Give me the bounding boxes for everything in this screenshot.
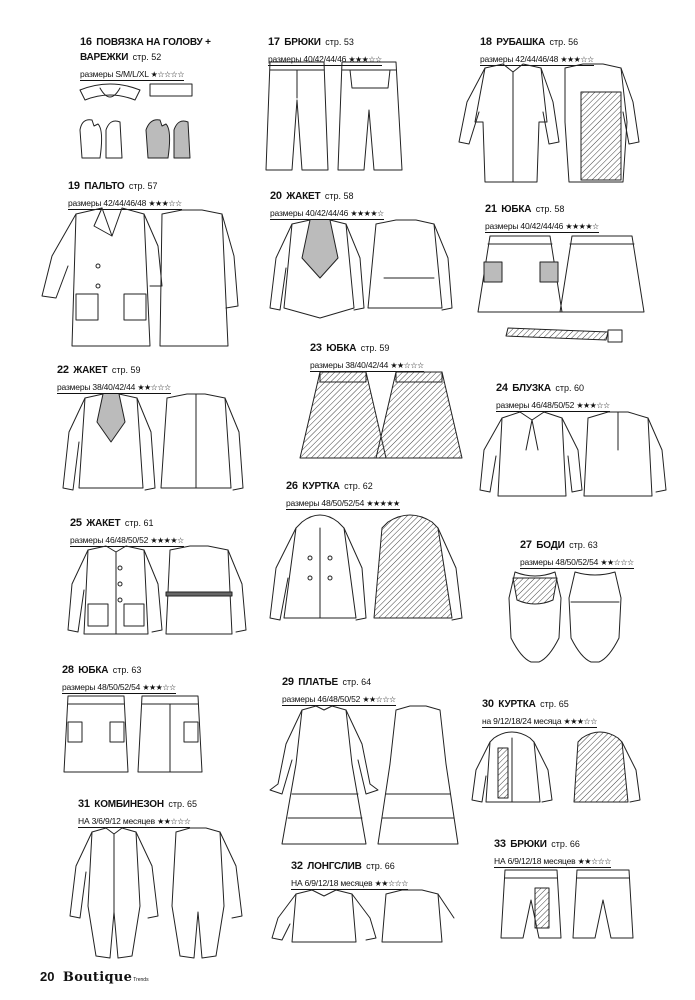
item-32 [291, 858, 408, 891]
item-number: 22 [57, 364, 69, 376]
item-page: стр. 61 [124, 518, 154, 528]
item-name: БОДИ [536, 540, 565, 551]
difficulty-stars: ★★★★★ [366, 499, 400, 508]
item-page: стр. 65 [168, 799, 198, 809]
item-sizes: размеры 48/50/52/54 ★★☆☆☆ [520, 557, 634, 567]
item-number: 25 [70, 517, 82, 529]
item-sizes: НА 6/9/12/18 месяцев ★★☆☆☆ [291, 878, 408, 888]
item-number: 19 [68, 180, 80, 192]
item-sizes: размеры 42/44/46/48 ★★★☆☆ [68, 198, 182, 208]
coat-sketch [32, 206, 242, 356]
item-number: 23 [310, 342, 322, 354]
romper-sketch [60, 826, 245, 966]
item-page: стр. 66 [366, 861, 395, 871]
item-number: 26 [286, 480, 298, 492]
item-24 [496, 380, 610, 413]
difficulty-stars: ★★☆☆☆ [374, 879, 408, 888]
item-name: ЛОНГСЛИВ [307, 861, 362, 872]
item-number: 33 [494, 838, 506, 850]
item-sizes: размеры 40/42/44/46 ★★★☆☆ [268, 54, 382, 64]
item-name: ЖАКЕТ [86, 518, 121, 529]
parka-sketch [262, 508, 482, 628]
difficulty-stars: ★★★★☆ [350, 209, 384, 218]
difficulty-stars: ★★★☆☆ [142, 683, 176, 692]
difficulty-stars: ★★☆☆☆ [157, 817, 191, 826]
skirt-21-sketch [468, 232, 658, 362]
item-sizes: размеры 46/48/50/52 ★★★☆☆ [496, 400, 610, 410]
shirt-sketch [455, 62, 645, 187]
item-page: стр. 66 [551, 839, 580, 849]
difficulty-stars: ★★★☆☆ [348, 55, 382, 64]
item-30 [482, 696, 597, 729]
item-number: 27 [520, 539, 532, 551]
item-name: ЮБКА [326, 343, 357, 354]
item-name: ЮБКА [78, 665, 109, 676]
difficulty-stars: ★★☆☆☆ [600, 558, 634, 567]
trousers-sketch [252, 60, 422, 175]
item-name: ЖАКЕТ [286, 191, 321, 202]
item-number: 30 [482, 698, 494, 710]
bodysuit-sketch [505, 568, 635, 668]
item-page: стр. 57 [128, 181, 158, 191]
item-sizes: на 9/12/18/24 месяца ★★★☆☆ [482, 716, 597, 726]
item-page: стр. 52 [132, 52, 162, 62]
item-name: ПЛАТЬЕ [298, 677, 338, 688]
item-name-line2: ВАРЕЖКИ [80, 52, 129, 63]
brand-sub: Trends [133, 977, 149, 983]
difficulty-stars: ★★★★☆ [565, 222, 599, 231]
difficulty-stars: ★★☆☆☆ [362, 695, 396, 704]
item-number: 24 [496, 382, 508, 394]
longsleeve-sketch [268, 888, 458, 948]
item-number: 16 [80, 36, 92, 48]
item-number: 28 [62, 664, 74, 676]
item-page: стр. 58 [535, 204, 565, 214]
item-page: стр. 53 [325, 37, 354, 47]
item-26 [286, 478, 400, 511]
difficulty-stars: ★★★★☆ [150, 536, 184, 545]
difficulty-stars: ★★★☆☆ [576, 401, 610, 410]
item-name: ЮБКА [501, 204, 532, 215]
item-page: стр. 58 [324, 191, 354, 201]
skirt-23-sketch [282, 368, 472, 468]
item-sizes: размеры 38/40/42/44 ★★☆☆☆ [57, 382, 171, 392]
jacket-22-sketch [55, 392, 250, 502]
item-number: 21 [485, 203, 497, 215]
page-footer [40, 968, 149, 986]
item-28 [62, 662, 176, 695]
item-page: стр. 65 [540, 699, 569, 709]
item-name: ПОВЯЗКА НА ГОЛОВУ + [96, 37, 211, 48]
item-name: ЖАКЕТ [73, 365, 108, 376]
item-number: 29 [282, 676, 294, 688]
skirt-28-sketch [60, 692, 210, 782]
difficulty-stars: ★☆☆☆☆ [150, 70, 185, 79]
item-sizes: размеры 40/42/44/46 ★★★★☆ [270, 208, 384, 218]
item-21 [485, 201, 599, 234]
difficulty-stars: ★★★☆☆ [560, 55, 594, 64]
item-number: 18 [480, 36, 492, 48]
item-name: БРЮКИ [510, 839, 547, 850]
dress-sketch [262, 704, 462, 849]
page-number: 20 [40, 969, 55, 984]
item-sizes: размеры 42/44/46/48 ★★★☆☆ [480, 54, 594, 64]
item-22 [57, 362, 171, 395]
item-page: стр. 63 [112, 665, 142, 675]
item-sizes: размеры 48/50/52/54 ★★★★★ [286, 498, 400, 508]
item-sizes: размеры 38/40/42/44 ★★☆☆☆ [310, 360, 424, 370]
item-sizes: размеры 48/50/52/54 ★★★☆☆ [62, 682, 176, 692]
blouse-sketch [470, 410, 670, 505]
difficulty-stars: ★★★☆☆ [563, 717, 597, 726]
item-name: КУРТКА [498, 699, 536, 710]
item-sizes: НА 3/6/9/12 месяцев ★★☆☆☆ [78, 816, 191, 826]
item-name: ПАЛЬТО [84, 181, 125, 192]
item-20 [270, 188, 384, 221]
brand-logo: Boutique [62, 970, 133, 985]
item-29 [282, 674, 396, 707]
item-number: 31 [78, 798, 90, 810]
item-name: РУБАШКА [496, 37, 546, 48]
baby-trousers-sketch [495, 866, 645, 946]
item-sizes: размеры 46/48/50/52 ★★★★☆ [70, 535, 184, 545]
difficulty-stars: ★★★☆☆ [148, 199, 182, 208]
difficulty-stars: ★★☆☆☆ [137, 383, 171, 392]
item-31 [78, 796, 197, 829]
difficulty-stars: ★★☆☆☆ [577, 857, 611, 866]
jacket-25-sketch [58, 544, 253, 644]
item-number: 20 [270, 190, 282, 202]
item-sizes: размеры 46/48/50/52 ★★☆☆☆ [282, 694, 396, 704]
item-number: 17 [268, 36, 280, 48]
item-page: стр. 56 [549, 37, 579, 47]
headband-mittens-sketch [70, 78, 210, 178]
item-page: стр. 64 [342, 677, 372, 687]
item-name: КОМБИНЕЗОН [94, 799, 164, 810]
item-27 [520, 537, 634, 570]
item-page: стр. 59 [111, 365, 141, 375]
item-page: стр. 62 [344, 481, 373, 491]
item-page: стр. 63 [569, 540, 598, 550]
item-name: КУРТКА [302, 481, 340, 492]
item-page: стр. 60 [555, 383, 584, 393]
item-name: БРЮКИ [284, 37, 321, 48]
baby-jacket-sketch [468, 726, 648, 811]
jacket-sketch [258, 218, 458, 333]
item-sizes: размеры 40/42/44/46 ★★★★☆ [485, 221, 599, 231]
item-33 [494, 836, 611, 869]
difficulty-stars: ★★☆☆☆ [390, 361, 424, 370]
item-16 [80, 34, 211, 82]
item-sizes: размеры S/M/L/XL ★☆☆☆☆ [80, 69, 185, 79]
item-name: БЛУЗКА [512, 383, 551, 394]
item-sizes: НА 6/9/12/18 месяцев ★★☆☆☆ [494, 856, 611, 866]
item-number: 32 [291, 860, 303, 872]
item-page: стр. 59 [360, 343, 390, 353]
